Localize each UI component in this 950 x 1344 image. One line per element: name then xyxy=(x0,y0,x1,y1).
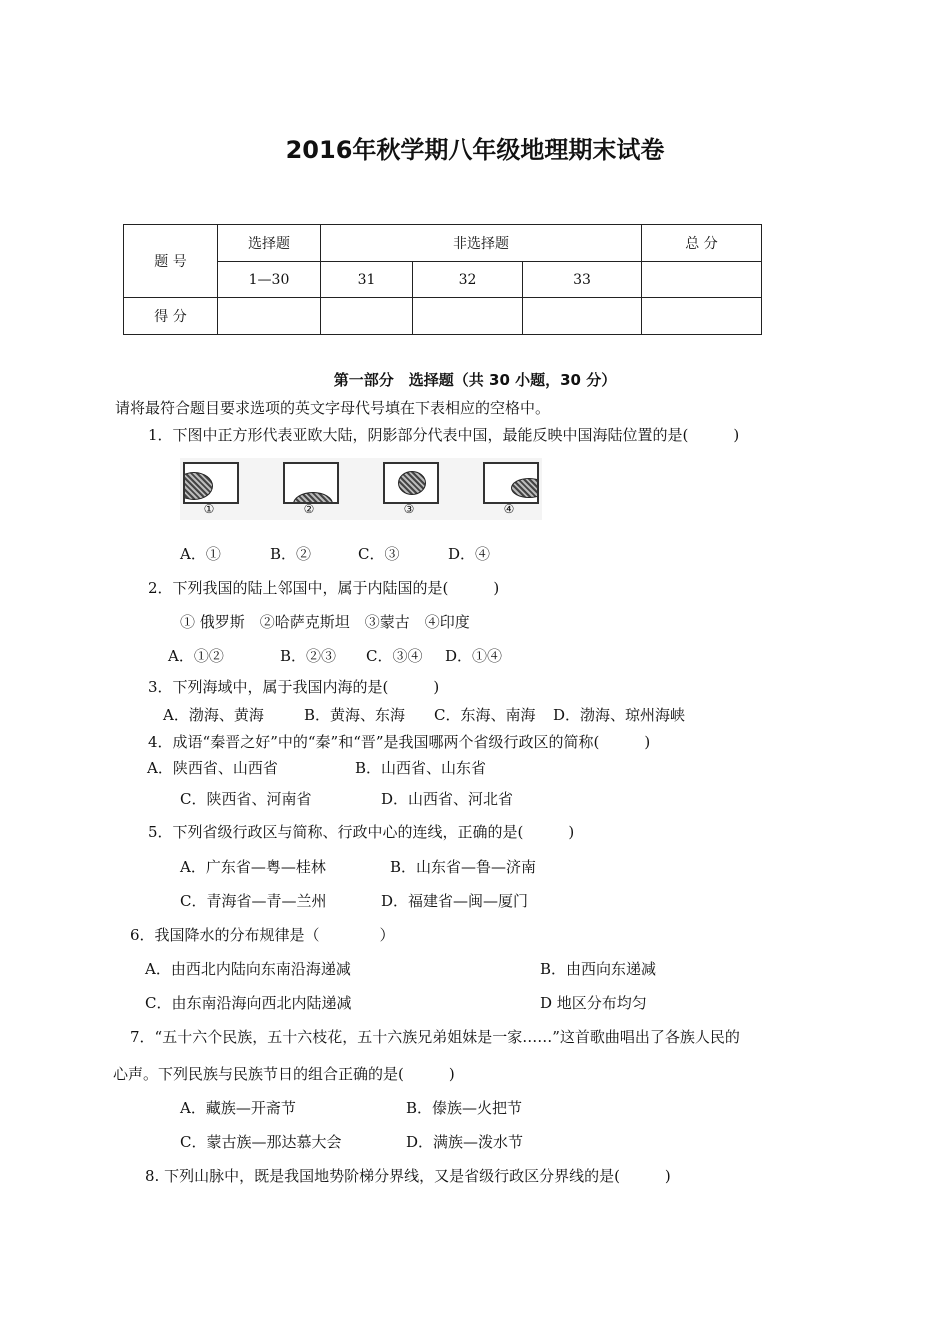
score-table-choice-header: 选择题 xyxy=(218,225,321,262)
q3-stem: 3．下列海域中，属于我国内海的是( ) xyxy=(148,678,440,696)
q6-option-a[interactable]: A．由西北内陆向东南沿海递减 xyxy=(145,960,351,978)
score-cell-choice[interactable] xyxy=(218,298,321,335)
q4-stem: 4．成语“秦晋之好”中的“秦”和“晋”是我国哪两个省级行政区的简称( ) xyxy=(148,733,651,751)
score-table xyxy=(123,224,762,335)
q8-stem: 8. 下列山脉中，既是我国地势阶梯分界线，又是省级行政区分界线的是( ) xyxy=(145,1167,671,1185)
q1-china-shade-4 xyxy=(511,478,539,498)
q7-option-a[interactable]: A．藏族—开斋节 xyxy=(180,1099,296,1117)
q2-option-d[interactable]: D．①④ xyxy=(445,647,503,665)
q7-option-c[interactable]: C．蒙古族—那达慕大会 xyxy=(180,1133,342,1151)
section1-instruction: 请将最符合题目要求选项的英文字母代号填在下表相应的空格中。 xyxy=(115,399,551,417)
score-cell-31[interactable] xyxy=(321,298,413,335)
q1-china-shade-3 xyxy=(398,471,426,495)
q6-option-c[interactable]: C．由东南沿海向西北内陆递减 xyxy=(145,994,352,1012)
score-cell-33[interactable] xyxy=(523,298,642,335)
score-table-row-header: 题 号 xyxy=(124,225,218,298)
score-table-total-cell xyxy=(642,262,762,298)
q2-items: ① 俄罗斯 ②哈萨克斯坦 ③蒙古 ④印度 xyxy=(180,613,470,631)
q5-option-b[interactable]: B．山东省—鲁—济南 xyxy=(390,858,537,876)
q5-option-a[interactable]: A．广东省—粤—桂林 xyxy=(180,858,326,876)
q6-stem: 6．我国降水的分布规律是（ ） xyxy=(130,926,395,944)
q4-option-d[interactable]: D．山西省、河北省 xyxy=(381,790,514,808)
q5-option-c[interactable]: C．青海省—青—兰州 xyxy=(180,892,327,910)
score-table-total-header: 总 分 xyxy=(642,225,762,262)
score-cell-total[interactable] xyxy=(642,298,762,335)
q1-option-b[interactable]: B．② xyxy=(270,545,312,563)
q7-option-b[interactable]: B．傣族—火把节 xyxy=(406,1099,523,1117)
q1-diagram xyxy=(180,458,542,520)
q3-option-a[interactable]: A．渤海、黄海 xyxy=(163,706,264,724)
q1-option-c[interactable]: C．③ xyxy=(358,545,400,563)
q2-option-c[interactable]: C．③④ xyxy=(366,647,423,665)
q3-option-b[interactable]: B．黄海、东海 xyxy=(304,706,406,724)
q1-label-1: ① xyxy=(203,502,215,516)
q7-stem-line1: 7．“五十六个民族，五十六枝花，五十六族兄弟姐妹是一家……”这首歌曲唱出了各族人民的 xyxy=(130,1028,740,1046)
score-table-q31: 31 xyxy=(321,262,413,298)
page-title: 2016年秋学期八年级地理期末试卷 xyxy=(285,136,665,164)
q2-option-a[interactable]: A．①② xyxy=(168,647,224,665)
q1-label-2: ② xyxy=(303,502,315,516)
q6-option-d[interactable]: D 地区分布均匀 xyxy=(540,994,647,1012)
score-cell-32[interactable] xyxy=(413,298,523,335)
score-table-q32: 32 xyxy=(413,262,523,298)
q2-option-b[interactable]: B．②③ xyxy=(280,647,337,665)
q3-option-c[interactable]: C．东海、南海 xyxy=(434,706,536,724)
section1-heading: 第一部分 选择题（共 30 小题，30 分） xyxy=(333,371,617,389)
q1-map-box-1 xyxy=(183,462,239,504)
q5-stem: 5．下列省级行政区与简称、行政中心的连线，正确的是( ) xyxy=(148,823,575,841)
q6-option-b[interactable]: B．由西向东递减 xyxy=(540,960,657,978)
score-table-q33: 33 xyxy=(523,262,642,298)
score-table-score-label: 得 分 xyxy=(124,298,218,335)
q1-stem: 1．下图中正方形代表亚欧大陆，阴影部分代表中国，最能反映中国海陆位置的是( ) xyxy=(148,426,740,444)
q1-label-4: ④ xyxy=(503,502,515,516)
score-table-nonchoice-header: 非选择题 xyxy=(321,225,642,262)
q1-map-box-2 xyxy=(283,462,339,504)
q4-option-c[interactable]: C．陕西省、河南省 xyxy=(180,790,312,808)
q2-stem: 2．下列我国的陆上邻国中，属于内陆国的是( ) xyxy=(148,579,500,597)
q4-option-b[interactable]: B．山西省、山东省 xyxy=(355,759,487,777)
q7-stem-line2: 心声。下列民族与民族节日的组合正确的是( ) xyxy=(113,1065,455,1083)
q1-option-d[interactable]: D．④ xyxy=(448,545,491,563)
q1-label-3: ③ xyxy=(403,502,415,516)
q1-map-box-3 xyxy=(383,462,439,504)
q7-option-d[interactable]: D．满族—泼水节 xyxy=(406,1133,524,1151)
q4-option-a[interactable]: A．陕西省、山西省 xyxy=(147,759,278,777)
q5-option-d[interactable]: D．福建省—闽—厦门 xyxy=(381,892,529,910)
q3-option-d[interactable]: D．渤海、琼州海峡 xyxy=(553,706,686,724)
q1-china-shade-1 xyxy=(183,472,213,500)
score-table-range: 1—30 xyxy=(218,262,321,298)
q1-option-a[interactable]: A．① xyxy=(180,545,221,563)
q1-map-box-4 xyxy=(483,462,539,504)
